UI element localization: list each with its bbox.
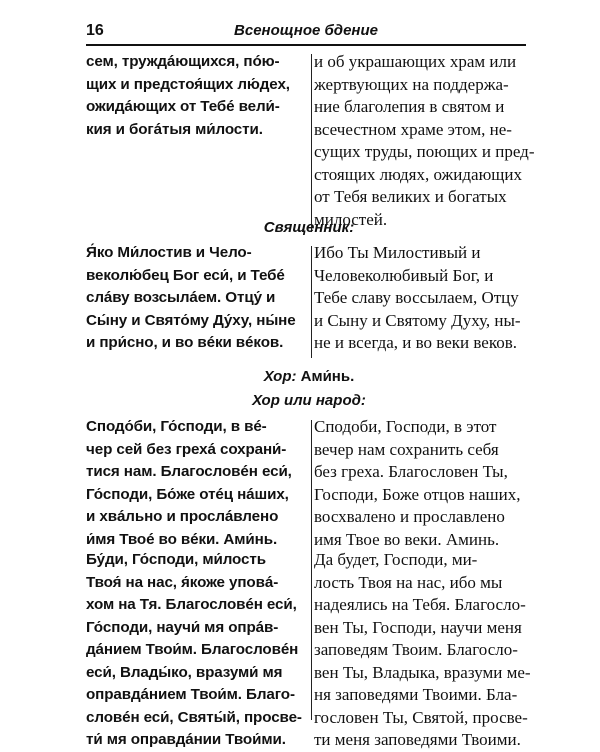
running-header <box>86 22 526 46</box>
column-divider-3 <box>311 420 312 720</box>
page-number: 16 <box>86 22 104 39</box>
rubric-choir-amen <box>86 368 532 385</box>
rubric-choir-or-people: Хор или народ: <box>252 392 366 409</box>
russian-text-block-1: и об украшающих храм или жертвующих на поддержа- ние благолепия в святом и всечестном храме этом, не- сущих труды, поющих и пред- стоящих людях, ожидающих от Тебя великих и богатых милостей. <box>314 52 535 229</box>
rubric-choir-text: Ами́нь. <box>300 368 355 385</box>
slavonic-text-block-3b: Бу́ди, Го́споди, ми́лость Твоя́ на нас, я́коже уповá- хом на Тя. Благословéн еси́, Го́споди, научи́ мя опрáв- дáнием Твои́м. Благословéн еси́, Влады́ко, вразуми́ мя оправдáнием Твои́м. Благо- словéн еси́, Святы́й, просве- ти́ мя оправдáнии Твои́ми. <box>86 551 302 748</box>
russian-text-block-2: Ибо Ты Милостивый и Человеколюбивый Бог, и Тебе славу воссылаем, Отцу и Сыну и Святому Духу, ны- не и всегда, и во веки веков. <box>314 243 521 352</box>
column-divider-2 <box>311 246 312 358</box>
rubric-priest: Священник: <box>263 219 355 236</box>
russian-text-block-3a: Сподоби, Господи, в этот вечер нам сохранить себя без греха. Благословен Ты, Господи, Боже отцов наших, восхвалено и прославлено имя Твое во веки. Аминь. <box>314 417 521 549</box>
slavonic-text-block-2: Я́ко Ми́лостив и Чело- веколю́бец Бог еси́, и Тебé слáву возсылáем. Отцу́ и Сы́ну и Свято́му Ду́ху, ны́не и при́сно, и во вéки вéков. <box>86 244 296 351</box>
russian-text-block-3b: Да будет, Господи, ми- лость Твоя на нас, ибо мы надеялись на Тебя. Благосло- вен Ты, Господи, научи меня заповедям Твоим. Благосло- вен Ты, Владыка, вразуми ме- ня заповедями Твоими. Бла- гословен Ты, Святой, просве- ти меня заповедями Твоими. <box>314 550 531 749</box>
rubric-choir-label: Хор: <box>263 368 297 385</box>
slavonic-text-block-1: сем, труждáющихся, пóю- щих и предстоя́щих лю́дех, ожидáющих от Тебé вели́- кия и богáтыя ми́лости. <box>86 53 290 138</box>
page-title: Всенощное бдение <box>234 22 378 39</box>
slavonic-text-block-3a: Сподо́би, Го́споди, в вé- чер сей без грехá сохрани́- тися нам. Благословéн еси́, Го́споди, Бо́же отéц нáших, и хвáльно и прослáвлено и́мя Твоé во вéки. Ами́нь. <box>86 418 292 548</box>
column-divider-1 <box>311 54 312 232</box>
